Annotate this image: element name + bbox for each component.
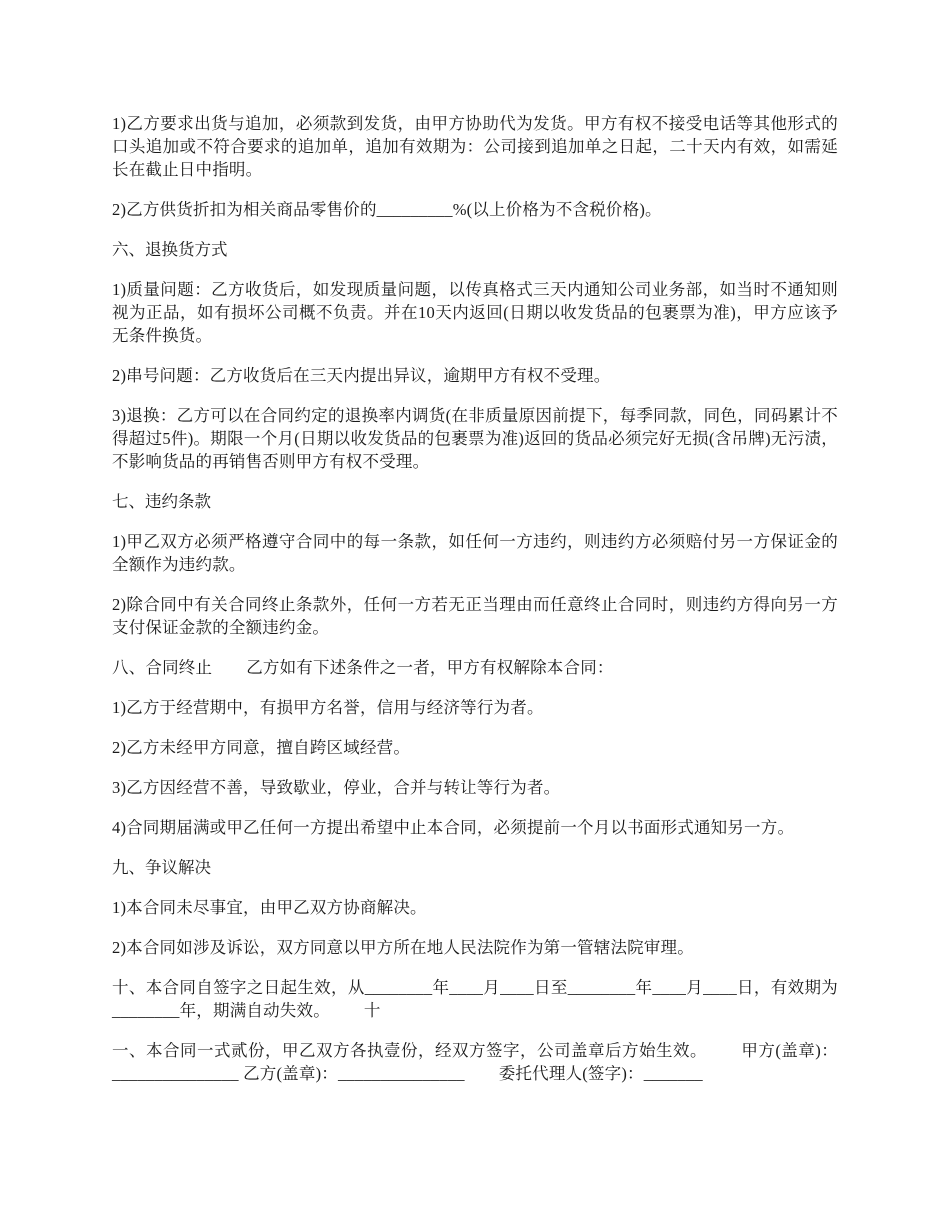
clause-dispute-2: 2)本合同如涉及诉讼，双方同意以甲方所在地人民法院作为第一管辖法院审理。 [112,938,694,957]
clause-termination-4: 4)合同期届满或甲乙任何一方提出希望中止本合同，必须提前一个月以书面形式通知另一方。 [112,818,795,837]
termination-intro: 乙方如有下述条件之一者，甲方有权解除本合同： [246,658,614,677]
clause-breach-1: 1)甲乙双方必须严格遵守合同中的每一条款，如任何一方违约，则违约方必须赔付另一方保证金的全额作为违约款。 [112,532,838,574]
effective-period-tail: 十 [363,1001,381,1020]
clause-breach-2: 2)除合同中有关合同终止条款外，任何一方若无正当理由而任意终止合同时，则违约方得向另一方支付保证金款的全额违约金。 [112,595,838,637]
copies-text: 一、本合同一式贰份，甲乙双方各执壹份，经双方签字，公司盖章后方始生效。 [112,1041,708,1060]
heading-dispute: 九、争议解决 [112,858,211,877]
section-termination [112,656,838,679]
clause-dispute-1: 1)本合同未尽事宜，由甲乙双方协商解决。 [112,898,427,917]
effective-period-text: 十、本合同自签字之日起生效，从________年____月____日至________年____月____日，有效期为________年，期满自动失效。 [112,978,838,1020]
clause-order-addition: 1)乙方要求出货与追加，必须款到发货，由甲方协助代为发货。甲方有权不接受电话等其他形式的口头追加或不符合要求的追加单，追加有效期为：公司接到追加单之日起，二十天内有效，如需延长在截止日中指明。 [112,114,838,179]
clause-copies-signature [112,1039,838,1085]
party-b-seal: 乙方(盖章)：_______________ [243,1064,465,1083]
clause-termination-1: 1)乙方于经营期中，有损甲方名誉，信用与经济等行为者。 [112,698,544,717]
heading-breach: 七、违约条款 [112,492,211,511]
clause-exchange: 3)退换：乙方可以在合同约定的退换率内调货(在非质量原因前提下，每季同款，同色，同码累计不得超过5件)。期限一个月(日期以收发货品的包裹票为准)返回的货品必须完好无损(含吊牌)无污渍，不影响货品的再销售否则甲方有权不受理。 [112,406,838,471]
agent-signature: 委托代理人(签字)：_______ [498,1064,703,1083]
clause-quality-issue: 1)质量问题：乙方收货后，如发现质量问题，以传真格式三天内通知公司业务部，如当时不通知则视为正品，如有损坏公司概不负责。并在10天内返回(日期以收发货品的包裹票为准)，甲方应该予无条件换货。 [112,280,838,345]
clause-effective-period [112,976,838,1022]
clause-serial-issue: 2)串号问题：乙方收货后在三天内提出异议，逾期甲方有权不受理。 [112,366,611,385]
clause-supply-discount: 2)乙方供货折扣为相关商品零售价的_________%(以上价格为不含税价格)。 [112,200,662,219]
clause-termination-2: 2)乙方未经甲方同意，擅自跨区域经营。 [112,738,411,757]
party-a-seal: 甲方(盖章)：_______________ [112,1041,839,1083]
clause-termination-3: 3)乙方因经营不善，导致歇业，停业，合并与转让等行为者。 [112,778,561,797]
heading-return-exchange: 六、退换货方式 [112,240,228,259]
heading-termination: 八、合同终止 [112,658,213,677]
